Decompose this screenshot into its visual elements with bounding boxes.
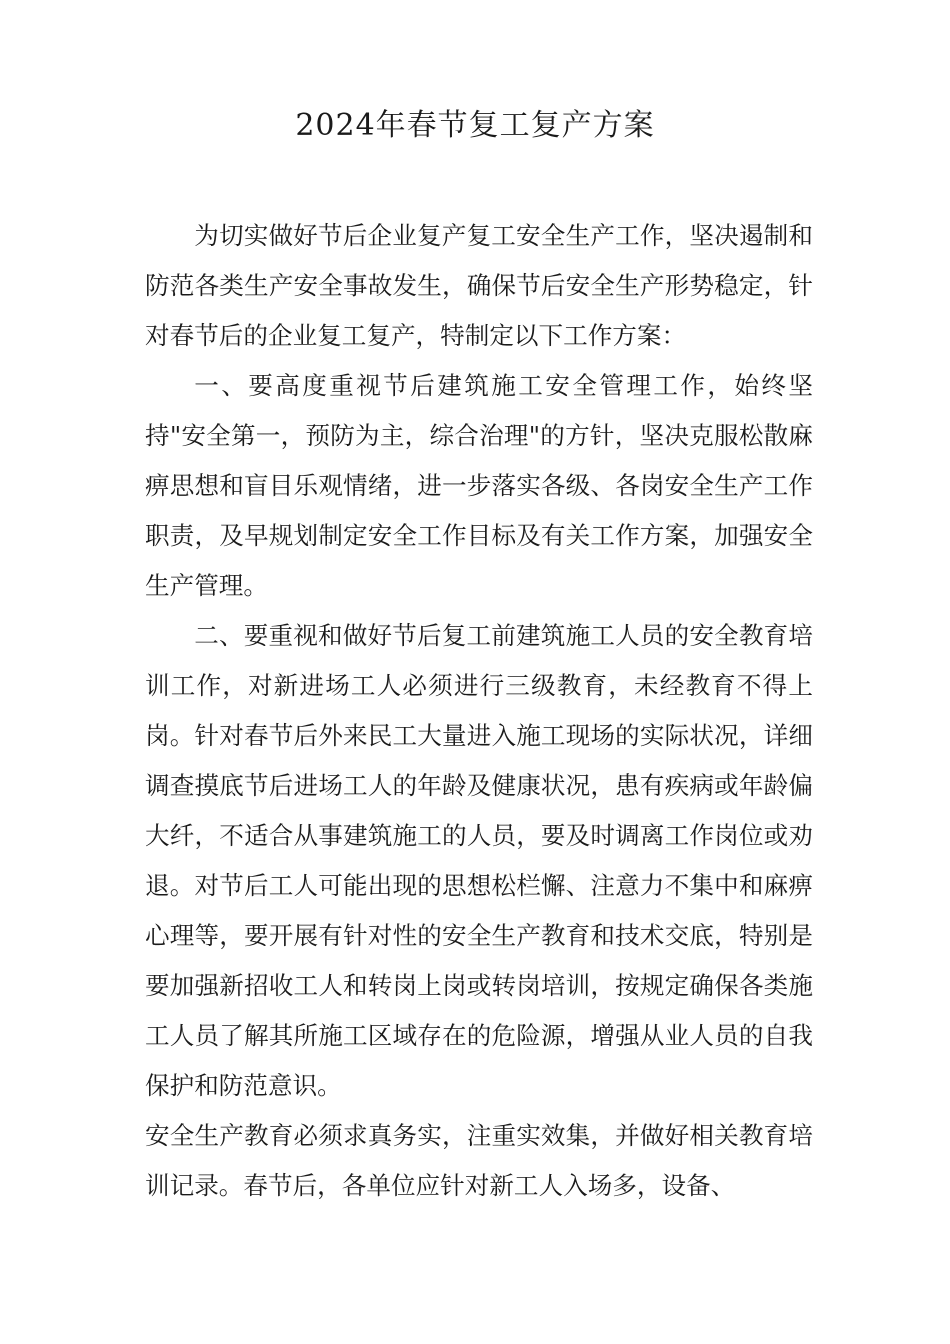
- paragraph-item-two: 二、要重视和做好节后复工前建筑施工人员的安全教育培训工作，对新进场工人必须进行三级教育，未经教育不得上岗。针对春节后外来民工大量进入施工现场的实际状况，详细调查摸底节后进场工人的年龄及健康状况，患有疾病或年龄偏大纤，不适合从事建筑施工的人员，要及时调离工作岗位或劝退。对节后工人可能出现的思想松栏懈、注意力不集中和麻痹心理等，要开展有针对性的安全生产教育和技术交底，特别是要加强新招收工人和转岗上岗或转岗培训，按规定确保各类施工人员了解其所施工区域存在的危险源，增强从业人员的自我保护和防范意识。: [145, 621, 813, 1100]
- paragraph-item-one: 一、要高度重视节后建筑施工安全管理工作，始终坚持"安全第一，预防为主，综合治理"的方针，坚决克服松散麻痹思想和盲目乐观情绪，进一步落实各级、各岗安全生产工作职责，及早规划制定安全工作目标及有关工作方案，加强安全生产管理。: [145, 371, 813, 600]
- paragraph-intro: 为切实做好节后企业复产复工安全生产工作，坚决遏制和防范各类生产安全事故发生，确保节后安全生产形势稳定，针对春节后的企业复工复产，特制定以下工作方案：: [145, 221, 813, 350]
- document-title: 2024年春节复工复产方案: [295, 108, 655, 143]
- paragraph-continuation: 安全生产教育必须求真务实，注重实效集，并做好相关教育培训记录。春节后，各单位应针对新工人入场多，设备、: [145, 1121, 813, 1200]
- document-body: [145, 211, 813, 1211]
